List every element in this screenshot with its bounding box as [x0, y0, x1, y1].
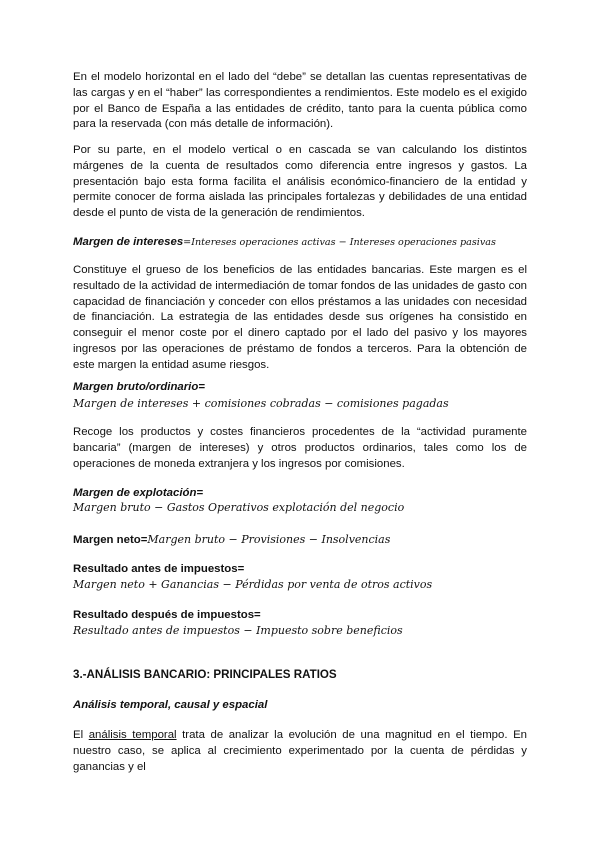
formula-margen-neto [73, 532, 527, 548]
section-heading: 3.-ANÁLISIS BANCARIO: PRINCIPALES RATIOS [73, 668, 337, 681]
formula-expression: =Intereses operaciones activas − Intereses operaciones pasivas [183, 237, 496, 248]
formula-margen-bruto-label: Margen bruto/ordinario= [73, 381, 205, 393]
formula-label: Margen de intereses [73, 236, 184, 248]
paragraph-modelo-vertical: Por su parte, en el modelo vertical o en cascada se van calculando los distintos márgenes de la cuenta de resultados como diferencia entre ingresos y gastos. La presentación bajo esta forma facilita el análisis económico-financiero de la entidad y permite conocer de forma aislada las principales fortalezas y debilidades de una entidad desde el punto de vista de la generación de rendimientos. [73, 144, 527, 220]
formula-resultado-antes-expression: Margen neto + Ganancias − Pérdidas por venta de otros activos [73, 578, 433, 591]
analisis-temporal-term: análisis temporal [88, 729, 177, 741]
formula-resultado-despues-label: Resultado después de impuestos= [73, 609, 261, 621]
formula-label: Margen neto= [73, 534, 148, 546]
formula-resultado-antes-label: Resultado antes de impuestos= [73, 563, 245, 575]
formula-resultado-despues-expression: Resultado antes de impuestos − Impuesto sobre beneficios [73, 624, 403, 637]
paragraph-analisis-temporal: El análisis temporal trata de analizar la evolución de una magnitud en el tiempo. En nuestro caso, se aplica al crecimiento experimentado por la cuenta de pérdidas y ganancias y el [73, 729, 528, 773]
formula-margen-bruto-expression: Margen de intereses + comisiones cobradas − comisiones pagadas [73, 397, 449, 410]
formula-expression: Margen bruto − Provisiones − Insolvencias [147, 533, 391, 546]
formula-margen-explotacion-expression: Margen bruto − Gastos Operativos explotación del negocio [73, 501, 405, 514]
paragraph-margen-intereses: Constituye el grueso de los beneficios de las entidades bancarias. Este margen es el resultado de la actividad de intermediación de tomar fondos de las unidades de gasto con capacidad de financiación y conceder con ellos préstamos a las unidades con necesidad de financiación. La estrategia de las entidades desde sus orígenes ha consistido en conseguir el menor coste por el dinero captado por el lado del pasivo y los mayores ingresos por las operaciones de préstamo de fondos a terceros. Para la obtención de este margen la entidad asume riesgos. [73, 264, 527, 371]
formula-margen-explotacion-label: Margen de explotación= [73, 487, 204, 499]
section-subheading: Análisis temporal, causal y espacial [73, 699, 268, 711]
formula-margen-intereses [73, 234, 527, 251]
paragraph-modelo-horizontal: En el modelo horizontal en el lado del “debe” se detallan las cuentas representativas de las cargas y en el “haber” las correspondientes a rendimientos. Este modelo es el exigido por el Banco de España a las entidades de crédito, tanto para la cuenta pública como para la reservada (con más detalle de información). [73, 71, 527, 131]
paragraph-margen-bruto: Recoge los productos y costes financieros procedentes de la “actividad puramente bancaria” (margen de intereses) y otros productos ordinarios, tales como los de operaciones de moneda extranjera y los ingresos por comisiones. [73, 426, 527, 470]
